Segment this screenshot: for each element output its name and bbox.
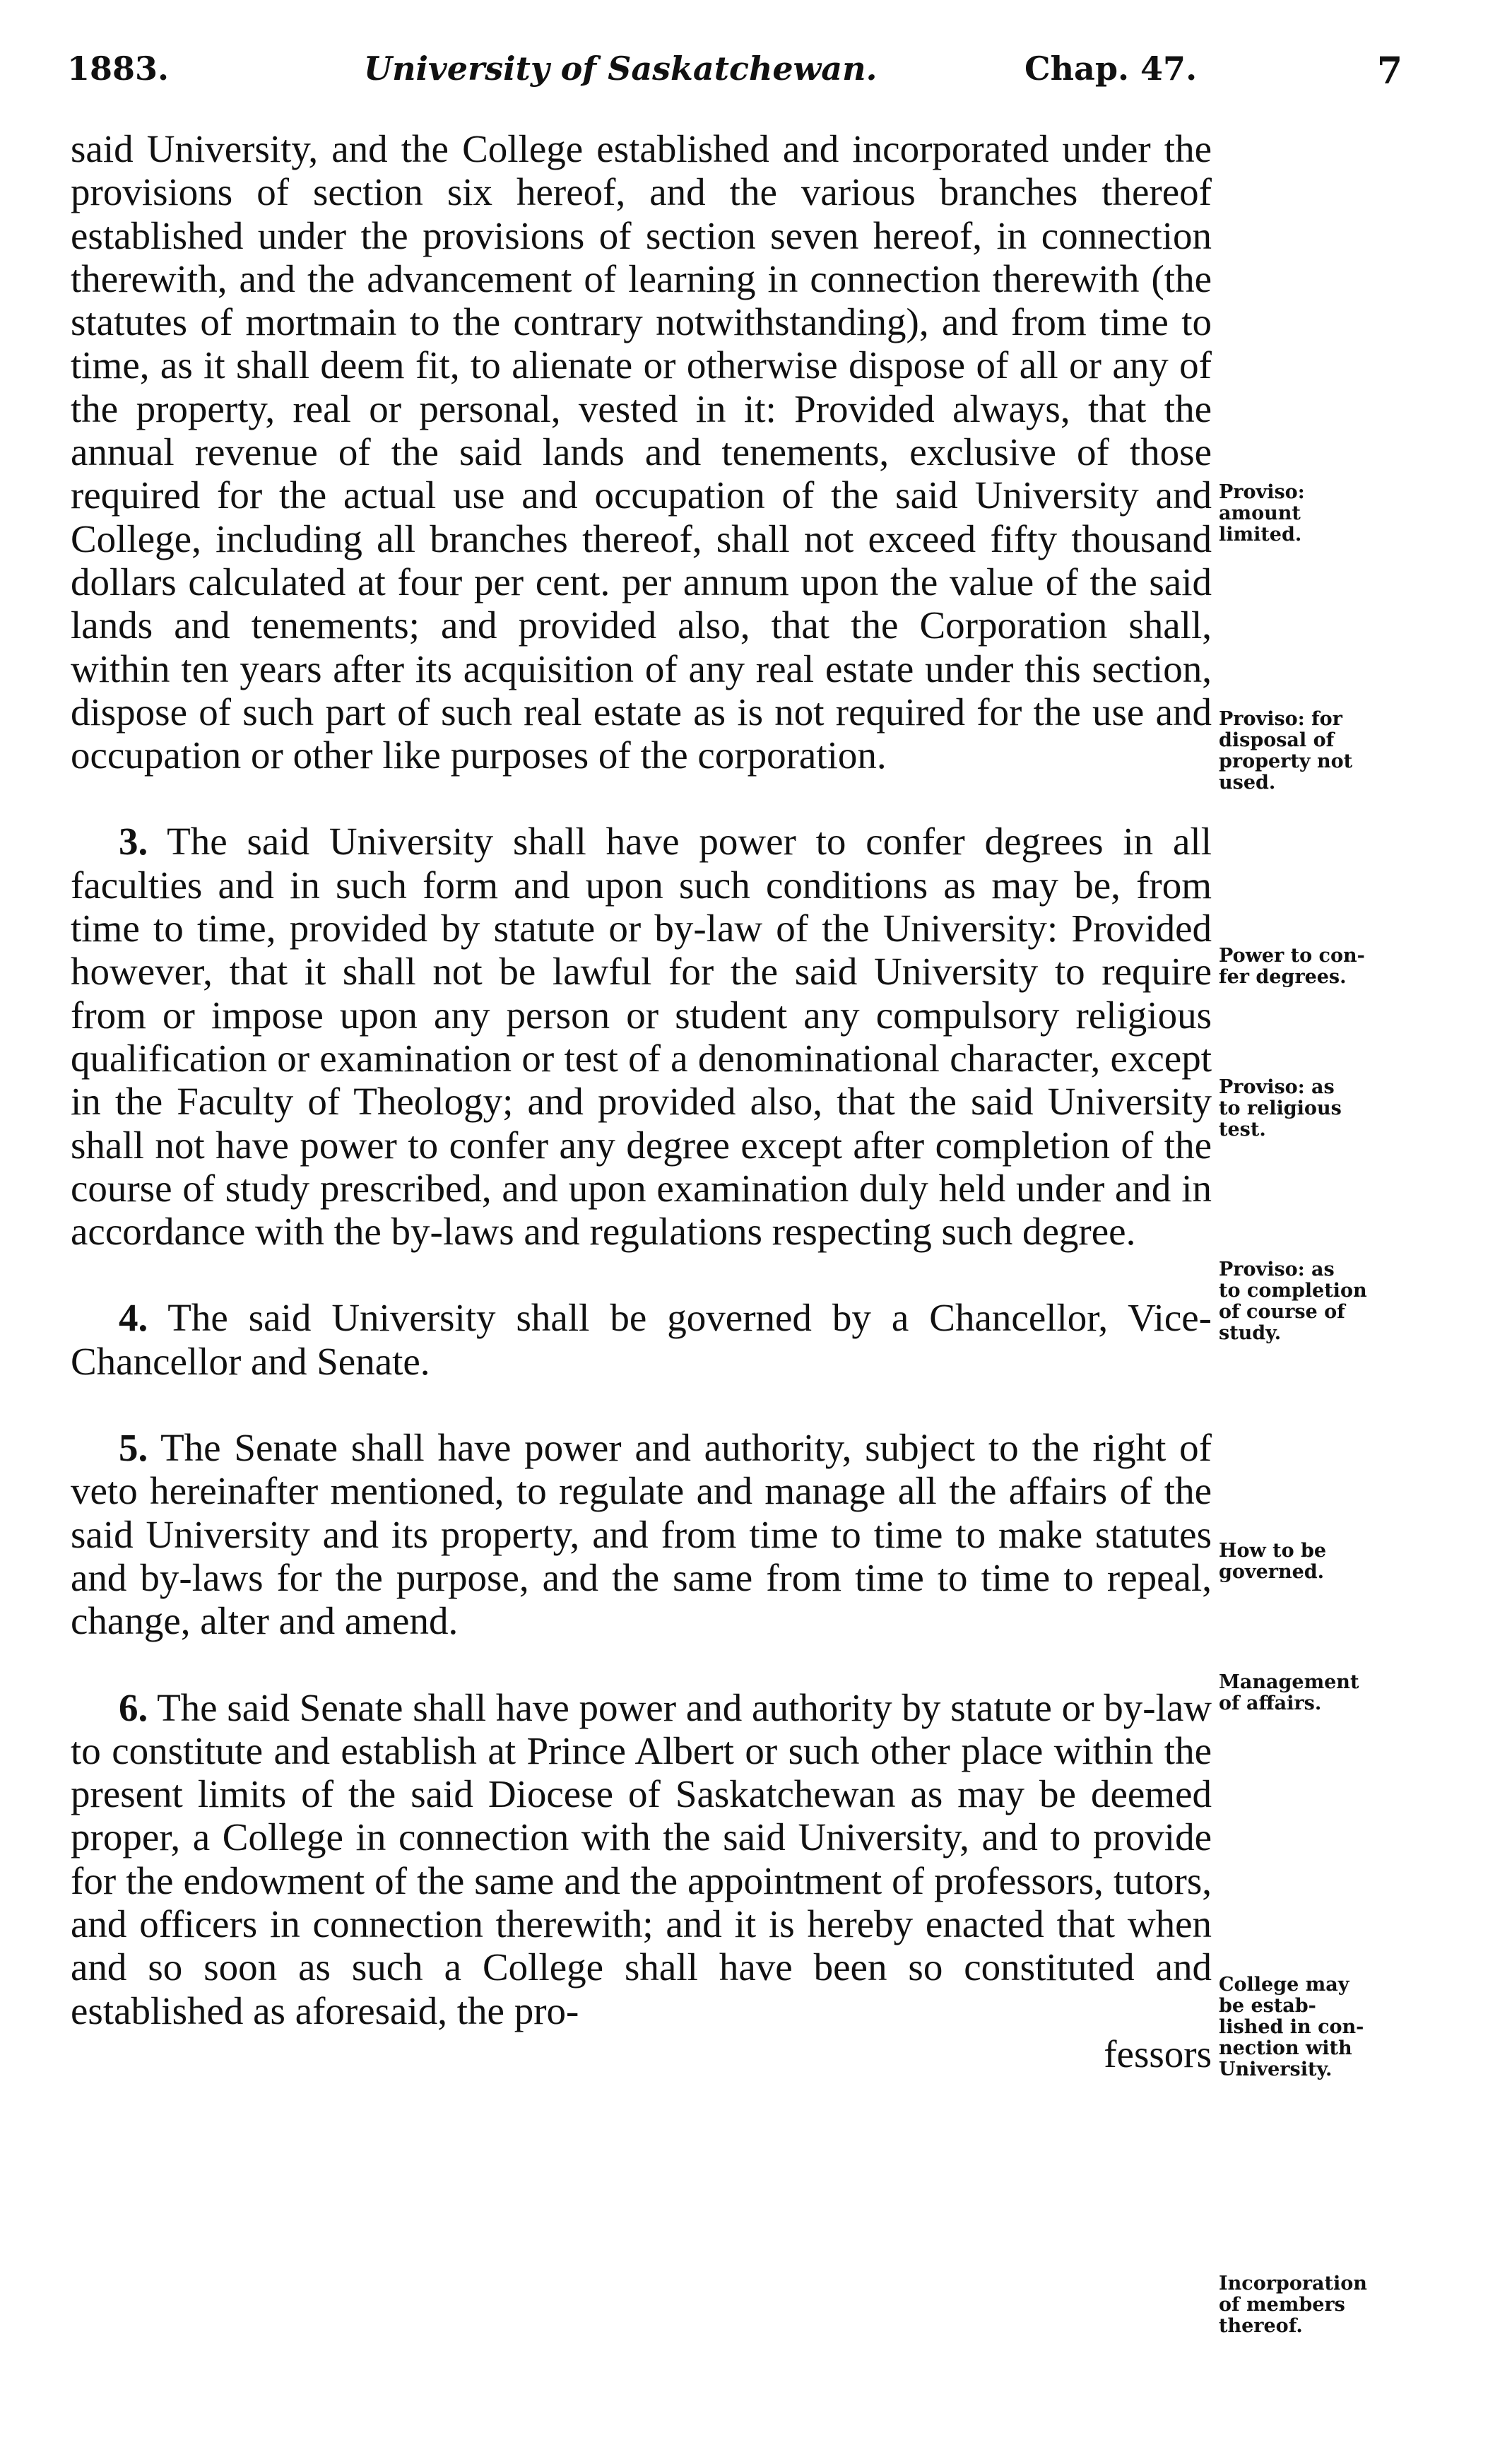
catchword-line: fessors [1104, 2032, 1212, 2075]
margin-note-annual-amount: Proviso: amount limited. [1219, 481, 1305, 546]
continued-paragraph: said University, and the College established and incorporated under the provisions of section six hereof, and the various branches thereof established under the provisions of section seven hereof, in connection therewith, and the advancement of learning in connection therewith (the statutes of mortmain to the contrary notwithstanding), and from time to time, as it shall deem fit, to alienate or otherwise dispose of all or any of the property, real or personal, vested in it: Provided always, that the annual revenue of the said lands and tenements, exclusive of those required for the actual use and occupation of the said University and College, including all branches thereof, shall not exceed fifty thousand dollars calculated at four per cent. per annum upon the value of the said lands and tenements; and provided also, that the Corporation shall, within ten years after its acquisition of any real estate under this section, dispose of such part of such real estate as is not required for the use and occupation or other like purposes of the corporation. [71, 127, 1212, 777]
section-text: The said University shall be governed by a Chancellor, Vice-Chancellor and Senate. [71, 1296, 1212, 1383]
section-text: The Senate shall have power and authority, subject to the right of veto hereinafter mentioned, to regulate and manage all the affairs of the said University and its property, and from time to time to make statutes and by-laws for the purpose, and the same from time to time to repeal, change, alter and amend. [71, 1426, 1212, 1643]
section-6 [71, 1686, 1212, 2032]
margin-note-completion: Proviso: as to completion of course of study. [1219, 1259, 1367, 1344]
header-year: 1883. [67, 49, 170, 88]
margin-note-religious-test: Proviso: as to religious test. [1219, 1076, 1342, 1141]
section-5 [71, 1426, 1212, 1642]
header-title: University of Saskatchewan. [364, 49, 878, 88]
header-chapter: Chap. 47. [1024, 49, 1198, 88]
section-4 [71, 1296, 1212, 1383]
section-text: The said University shall have power to confer degrees in all faculties and in such form and upon such conditions as may be, from time to time, provided by statute or by-law of the University: Provided however, that it shall not be lawful for the said University to require from or impose upon any person or student any compulsory religious qualification or examination or test of a denominational character, except in the Faculty of Theology; and provided also, that the said University shall not have power to confer any degree except after completion of the course of study prescribed, and upon examination duly held under and in accordance with the by-laws and regulations respecting such degree. [71, 820, 1212, 1254]
section-3 [71, 820, 1212, 1253]
margin-note-governed: How to be governed. [1219, 1540, 1327, 1583]
margin-note-incorporation: Incorporation of members thereof. [1219, 2273, 1367, 2337]
section-number: 3. [119, 820, 148, 864]
section-number: 6. [119, 1685, 148, 1729]
margin-note-disposal: Proviso: for disposal of property not used. [1219, 708, 1353, 794]
section-text: The said Senate shall have power and authority by statute or by-law to constitute and establish at Prince Albert or such other place within the present limits of the said Diocese of Saskatchewan as may be deemed proper, a College in connection with the said University, and to provide for the endowment of the same and the appointment of professors, tutors, and officers in connection therewith; and it is hereby enacted that when and so soon as such a College shall have been so constituted and established as aforesaid, the pro- [71, 1685, 1212, 2032]
section-number: 5. [119, 1426, 148, 1470]
page-header [67, 49, 1402, 106]
page-number: 7 [1376, 49, 1402, 93]
margin-note-college: College may be estab- lished in con- nection with University. [1219, 1974, 1364, 2080]
margin-note-management: Management of affairs. [1219, 1671, 1359, 1714]
margin-note-degrees: Power to con- fer degrees. [1219, 945, 1365, 988]
body-text [71, 127, 1212, 2075]
section-number: 4. [119, 1296, 148, 1340]
